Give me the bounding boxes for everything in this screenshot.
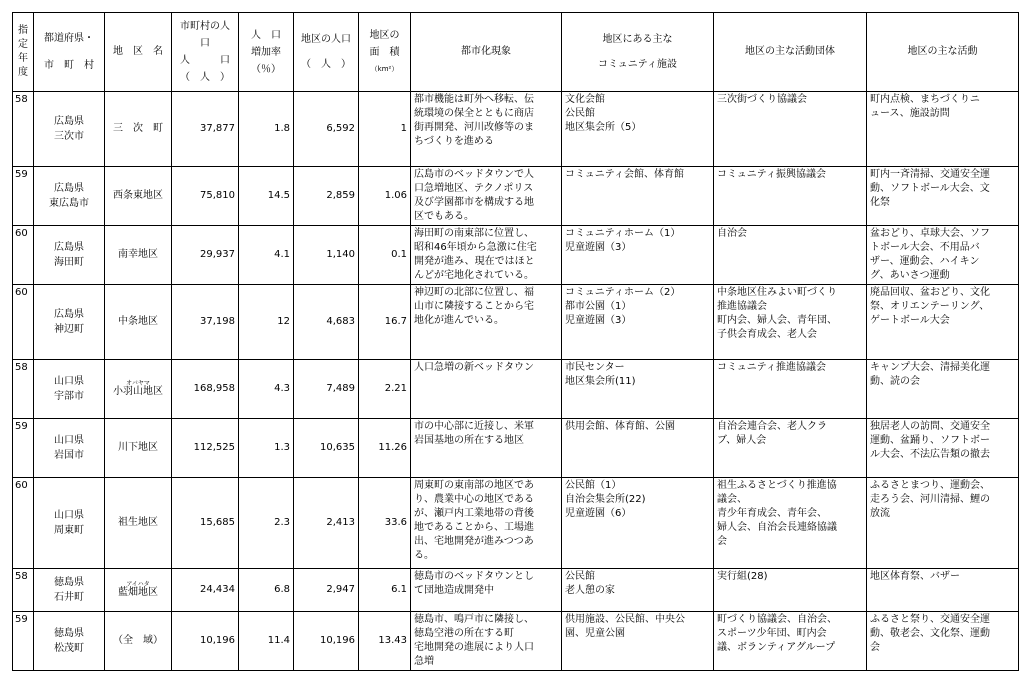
cell-line: 会: [870, 642, 880, 653]
cell-urbanization: [411, 612, 562, 671]
cell-line: 東広島市: [49, 198, 89, 209]
cell-prefecture: [34, 167, 105, 226]
cell-increase: 6.8: [239, 569, 294, 612]
cell-increase: 12: [239, 285, 294, 360]
cell-urbanization: [411, 167, 562, 226]
cell-population: 37,198: [172, 285, 239, 360]
cell-increase: 4.3: [239, 360, 294, 419]
cell-line: 老人憩の家: [565, 585, 615, 596]
cell-population: 112,525: [172, 419, 239, 478]
cell-line: 町づくり協議会、自治会、: [717, 614, 837, 625]
header-groups: 地区の主な活動団体: [714, 13, 867, 92]
cell-district: [105, 612, 172, 671]
cell-year: 59: [13, 612, 34, 671]
cell-year: 58: [13, 92, 34, 167]
cell-prefecture: [34, 92, 105, 167]
cell-line: 海田町の南東部に位置し、: [414, 228, 534, 239]
cell-increase: 1.8: [239, 92, 294, 167]
cell-district-population: 1,140: [294, 226, 359, 285]
cell-prefecture: [34, 612, 105, 671]
cell-line: ブ、婦人会: [717, 435, 767, 446]
cell-line: 公民館: [565, 108, 595, 119]
district-name: 西条東地区: [113, 190, 163, 201]
cell-facilities: [562, 569, 714, 612]
cell-line: コミュニティ振興協議会: [717, 169, 826, 180]
cell-district: [105, 285, 172, 360]
district-ruby: アイハタ: [126, 580, 150, 588]
cell-line: コミュニティ推進協議会: [717, 362, 826, 373]
cell-district-population: 4,683: [294, 285, 359, 360]
cell-groups: [714, 419, 867, 478]
cell-area: 33.6: [359, 478, 411, 569]
cell-line: 広島県: [54, 183, 84, 194]
district-name: 三 次 町: [113, 123, 163, 134]
cell-district: [105, 92, 172, 167]
header-year: 指 定 年 度: [13, 13, 34, 92]
cell-line: 急増: [414, 656, 434, 667]
cell-population: 10,196: [172, 612, 239, 671]
cell-line: 都市機能は町外へ移転、伝: [414, 94, 534, 105]
cell-line: る。: [414, 550, 434, 561]
cell-line: 地であることから、工場進: [414, 522, 534, 533]
header-population: 市町村の人 口 人 口 （ 人 ）: [172, 13, 239, 92]
cell-line: 公民館: [565, 571, 595, 582]
cell-line: 会: [717, 536, 727, 547]
cell-increase: 4.1: [239, 226, 294, 285]
cell-line: 児童遊園（3）: [565, 315, 632, 326]
cell-increase: 14.5: [239, 167, 294, 226]
cell-line: 動、敬老会、文化祭、運動: [870, 628, 990, 639]
cell-line: トボール大会、不用品バ: [870, 242, 980, 253]
cell-line: 人口急増の新ベッドタウン: [414, 362, 534, 373]
cell-line: 園、児童公園: [565, 628, 625, 639]
header-area: 地区の 面 積 （km²）: [359, 13, 411, 92]
cell-line: 児童遊園（6）: [565, 508, 632, 519]
table-row: [13, 360, 1019, 419]
cell-area: 1.06: [359, 167, 411, 226]
cell-district-population: 7,489: [294, 360, 359, 419]
cell-line: 化祭: [870, 197, 890, 208]
cell-groups: [714, 612, 867, 671]
cell-increase: 11.4: [239, 612, 294, 671]
cell-line: 走ろう会、河川清掃、鯉の: [870, 494, 990, 505]
cell-area: 2.21: [359, 360, 411, 419]
cell-line: 統環境の保全とともに商店: [414, 108, 534, 119]
cell-line: 地区集会所（5）: [565, 122, 642, 133]
cell-population: 168,958: [172, 360, 239, 419]
cell-population: 24,434: [172, 569, 239, 612]
cell-urbanization: [411, 92, 562, 167]
community-table: [12, 12, 1019, 671]
cell-facilities: [562, 478, 714, 569]
cell-line: 口急増地区、テクノポリス: [414, 183, 534, 194]
cell-line: 中条地区住みよい町づくり: [717, 287, 837, 298]
cell-year: 58: [13, 569, 34, 612]
cell-district-population: 6,592: [294, 92, 359, 167]
cell-groups: [714, 285, 867, 360]
cell-increase: 1.3: [239, 419, 294, 478]
district-name: 南幸地区: [118, 249, 158, 260]
cell-line: 児童遊園（3）: [565, 242, 632, 253]
cell-activities: [867, 226, 1019, 285]
cell-groups: [714, 167, 867, 226]
table-row: [13, 92, 1019, 167]
table-row: [13, 226, 1019, 285]
cell-area: 6.1: [359, 569, 411, 612]
cell-line: 祖生ふるさとづくり推進協: [717, 480, 837, 491]
cell-line: 供用会館、体育館、公園: [565, 421, 675, 432]
cell-line: 海田町: [54, 257, 84, 268]
cell-line: グ、あいさつ運動: [870, 270, 950, 281]
cell-line: 町内一斉清掃、交通安全運: [870, 169, 990, 180]
cell-activities: [867, 167, 1019, 226]
cell-district-population: 10,635: [294, 419, 359, 478]
cell-line: 地化が進んでいる。: [414, 315, 504, 326]
cell-line: 神辺町: [54, 324, 84, 335]
cell-year: 59: [13, 419, 34, 478]
cell-line: 昭和46年頃から急激に住宅: [414, 242, 537, 253]
cell-line: 動、ソフトボール大会、文: [870, 183, 990, 194]
cell-district-population: 2,859: [294, 167, 359, 226]
cell-line: 広島県: [54, 242, 84, 253]
cell-line: 徳島市のベッドタウンとし: [414, 571, 534, 582]
cell-prefecture: [34, 569, 105, 612]
cell-line: 運動、盆踊り、ソフトボー: [870, 435, 990, 446]
cell-line: 街再開発、河川改修等のま: [414, 122, 534, 133]
cell-district: [105, 226, 172, 285]
cell-population: 37,877: [172, 92, 239, 167]
cell-line: が、瀬戸内工業地帯の背後: [414, 508, 534, 519]
table-row: [13, 167, 1019, 226]
cell-line: 町内会、婦人会、青年団、: [717, 315, 837, 326]
cell-line: 及び学園都市を構成する地: [414, 197, 534, 208]
cell-line: 石井町: [54, 592, 84, 603]
district-ruby: オバヤマ: [126, 379, 150, 387]
cell-line: 祭、オリエンテーリング、: [870, 301, 990, 312]
cell-line: 婦人会、自治会長連絡協議: [717, 522, 837, 533]
cell-line: 広島市のベッドタウンで人: [414, 169, 534, 180]
cell-line: スポーツ少年団、町内会: [717, 628, 827, 639]
cell-line: 三次市: [54, 131, 84, 142]
cell-facilities: [562, 285, 714, 360]
cell-population: 15,685: [172, 478, 239, 569]
cell-area: 16.7: [359, 285, 411, 360]
header-increase: 人 口 増加率 （％）: [239, 13, 294, 92]
cell-year: 60: [13, 478, 34, 569]
cell-activities: [867, 612, 1019, 671]
cell-line: 周東町: [54, 525, 84, 536]
cell-prefecture: [34, 478, 105, 569]
cell-area: 13.43: [359, 612, 411, 671]
cell-line: 地区体育祭、バザー: [870, 571, 960, 582]
cell-prefecture: [34, 419, 105, 478]
cell-activities: [867, 419, 1019, 478]
district-name: （全 域）: [113, 635, 163, 646]
cell-prefecture: [34, 226, 105, 285]
cell-groups: [714, 360, 867, 419]
cell-urbanization: [411, 360, 562, 419]
header-urbanization: 都市化現象: [411, 13, 562, 92]
cell-activities: [867, 569, 1019, 612]
cell-district: [105, 478, 172, 569]
cell-line: り、農業中心の地区である: [414, 494, 534, 505]
cell-line: 山市に隣接することから宅: [414, 301, 534, 312]
cell-line: 自治会連合会、老人クラ: [717, 421, 827, 432]
cell-facilities: [562, 226, 714, 285]
cell-line: 岩国基地の所在する地区: [414, 435, 524, 446]
cell-line: 町内点検、まちづくりニ: [870, 94, 980, 105]
cell-line: て団地造成開発中: [414, 585, 494, 596]
cell-urbanization: [411, 569, 562, 612]
cell-line: ふるさとまつり、運動会、: [870, 480, 990, 491]
cell-groups: [714, 226, 867, 285]
cell-line: んどが宅地化されている。: [414, 270, 534, 281]
header-row: [13, 13, 1019, 92]
cell-activities: [867, 478, 1019, 569]
cell-prefecture: [34, 285, 105, 360]
cell-line: 独居老人の訪問、交通安全: [870, 421, 990, 432]
cell-line: 三次街づくり協議会: [717, 94, 807, 105]
cell-year: 60: [13, 226, 34, 285]
cell-line: 自治会: [717, 228, 747, 239]
header-facilities: 地区にある主な コミュニティ施設: [562, 13, 714, 92]
cell-line: 地区集会所(11): [565, 376, 636, 387]
cell-line: 都市公園（1）: [565, 301, 632, 312]
cell-line: コミュニティホーム（2）: [565, 287, 681, 298]
cell-facilities: [562, 167, 714, 226]
cell-line: 神辺町の北部に位置し、福: [414, 287, 534, 298]
cell-area: 11.26: [359, 419, 411, 478]
cell-line: 周東町の東南部の地区であ: [414, 480, 534, 491]
cell-activities: [867, 92, 1019, 167]
district-name: 小羽山地区: [113, 385, 163, 397]
cell-prefecture: [34, 360, 105, 419]
cell-groups: [714, 569, 867, 612]
cell-line: 市の中心部に近接し、米軍: [414, 421, 534, 432]
cell-line: コミュニティホーム（1）: [565, 228, 681, 239]
table-row: [13, 569, 1019, 612]
cell-area: 0.1: [359, 226, 411, 285]
table-row: [13, 285, 1019, 360]
district-name: 中条地区: [118, 316, 158, 327]
cell-urbanization: [411, 478, 562, 569]
cell-district: [105, 419, 172, 478]
cell-facilities: [562, 419, 714, 478]
cell-line: 開発が進み、現在ではほと: [414, 256, 535, 267]
cell-line: 岩国市: [54, 450, 84, 461]
cell-facilities: [562, 612, 714, 671]
cell-line: 供用施設、公民館、中央公: [565, 614, 685, 625]
cell-line: 広島県: [54, 309, 84, 320]
cell-year: 60: [13, 285, 34, 360]
cell-line: 広島県: [54, 116, 84, 127]
cell-facilities: [562, 360, 714, 419]
cell-district: [105, 360, 172, 419]
cell-line: 徳島空港の所在する町: [414, 628, 514, 639]
cell-line: コミュニティ会館、体育館: [565, 169, 684, 180]
cell-activities: [867, 285, 1019, 360]
cell-urbanization: [411, 419, 562, 478]
cell-district: [105, 569, 172, 612]
cell-line: 松茂町: [54, 643, 84, 654]
cell-district-population: 2,413: [294, 478, 359, 569]
cell-line: ル大会、不法広告類の撤去: [870, 449, 990, 460]
cell-line: 実行組(28): [717, 571, 768, 582]
cell-line: 放流: [870, 508, 890, 519]
cell-line: 文化会館: [565, 94, 605, 105]
cell-line: 宇部市: [54, 391, 84, 402]
cell-line: 宅地開発の進展により人口: [414, 642, 534, 653]
cell-year: 59: [13, 167, 34, 226]
cell-population: 29,937: [172, 226, 239, 285]
header-district-population: 地区の人口 （ 人 ）: [294, 13, 359, 92]
cell-line: 動、読の会: [870, 376, 920, 387]
header-activities: 地区の主な活動: [867, 13, 1019, 92]
cell-line: キャンプ大会、清掃美化運: [870, 362, 990, 373]
cell-line: 出、宅地開発が進みつつあ: [414, 536, 534, 547]
district-name: 祖生地区: [118, 517, 158, 528]
cell-facilities: [562, 92, 714, 167]
cell-groups: [714, 478, 867, 569]
cell-increase: 2.3: [239, 478, 294, 569]
cell-urbanization: [411, 226, 562, 285]
cell-line: 公民館（1）: [565, 480, 622, 491]
cell-district-population: 10,196: [294, 612, 359, 671]
table-row: [13, 612, 1019, 671]
cell-line: 徳島県: [54, 577, 84, 588]
table-row: [13, 478, 1019, 569]
cell-line: 議、ボランティアグループ: [717, 642, 836, 653]
cell-line: 徳島市、鳴戸市に隣接し、: [414, 614, 534, 625]
header-district: 地 区 名: [105, 13, 172, 92]
cell-line: 徳島県: [54, 628, 84, 639]
district-name: 藍畑地区: [118, 586, 158, 598]
cell-activities: [867, 360, 1019, 419]
cell-line: ュース、施設訪問: [870, 108, 950, 119]
cell-line: ゲートボール大会: [870, 315, 950, 326]
cell-line: 山口県: [54, 510, 84, 521]
cell-line: 子供会育成会、老人会: [717, 329, 817, 340]
cell-line: 区でもある。: [414, 211, 474, 222]
district-name: 川下地区: [118, 442, 158, 453]
cell-line: 市民センター: [565, 362, 625, 373]
cell-line: 盆おどり、卓球大会、ソフ: [870, 228, 990, 239]
cell-line: ザー、運動会、ハイキン: [870, 256, 980, 267]
cell-line: 山口県: [54, 376, 84, 387]
cell-area: 1: [359, 92, 411, 167]
cell-line: 推進協議会: [717, 301, 767, 312]
cell-line: 廃品回収、盆おどり、文化: [870, 287, 990, 298]
cell-urbanization: [411, 285, 562, 360]
cell-line: 山口県: [54, 435, 84, 446]
cell-line: 議会、: [717, 494, 747, 505]
header-prefecture: 都道府県・ 市 町 村: [34, 13, 105, 92]
cell-line: 自治会集会所(22): [565, 494, 646, 505]
cell-year: 58: [13, 360, 34, 419]
table-row: [13, 419, 1019, 478]
cell-line: ふるさと祭り、交通安全運: [870, 614, 990, 625]
cell-district-population: 2,947: [294, 569, 359, 612]
cell-groups: [714, 92, 867, 167]
cell-line: ちづくりを進める: [414, 136, 494, 147]
cell-district: [105, 167, 172, 226]
cell-population: 75,810: [172, 167, 239, 226]
cell-line: 青少年育成会、青年会、: [717, 508, 827, 519]
